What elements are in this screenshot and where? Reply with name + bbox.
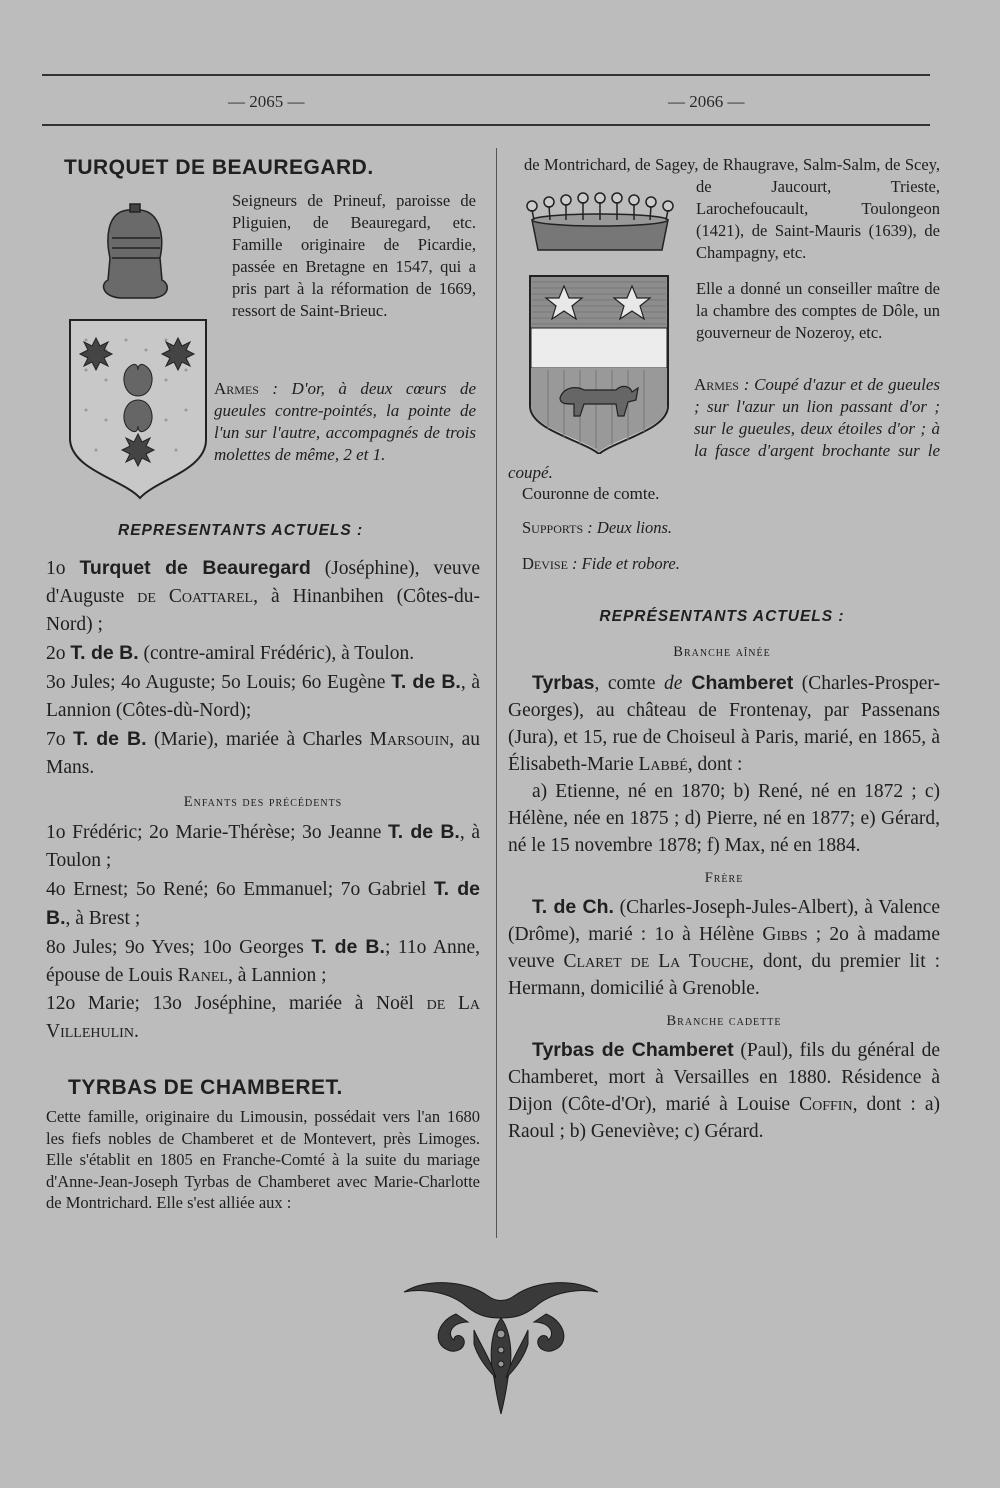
column-divider xyxy=(496,148,497,1238)
turquet-intro: Seigneurs de Prineuf, paroisse de Pliguien, de Beauregard, etc. Famille originaire de Picardie, passée en Bretagne en 1547, qui a pris part à la réformation de 1669, ressort de Saint-Brieuc. xyxy=(232,191,476,320)
branch-younger-heading: Branche cadette xyxy=(666,1013,782,1029)
branch-elder-heading: Branche aînée xyxy=(673,644,771,660)
shield-spacer xyxy=(508,374,694,444)
top-rule xyxy=(42,74,930,76)
turquet-coat-of-arms-icon xyxy=(66,200,216,500)
entry-charles-joseph: T. de Ch. (Charles-Joseph-Jules-Albert), à Valence (Drôme), marié : 1o à Hélène Gibbs ; 2o à madame veuve Claret de La Touche, dont, du premier lit : Hermann, domicilié à Grenoble. xyxy=(508,896,940,999)
entry-frederic: 2o T. de B. (contre-amiral Frédéric), à Toulon. xyxy=(46,642,415,664)
child-entry-3: 8o Jules; 9o Yves; 10o Georges T. de B.; 11o Anne, épouse de Louis Ranel, à Lannion ; xyxy=(46,936,480,986)
tyrbas-supports: Supports : Deux lions. xyxy=(522,518,673,537)
entry-jules-auguste: 3o Jules; 4o Auguste; 5o Louis; 6o Eugène T. de B., à Lannion (Côtes-dù-Nord); xyxy=(46,671,481,721)
child-entry-4: 12o Marie; 13o Joséphine, mariée à Noël de La Villehulin. xyxy=(46,993,480,1042)
entry-charles-prosper: Tyrbas, comte de Chamberet (Charles-Prosper-Georges), au château de Frontenay, par Passenans (Jura), et 15, rue de Choiseul à Paris, marié, en 1865, à Élisabeth-Marie Labbé, dont : xyxy=(508,672,940,775)
brother-heading: Frère xyxy=(704,870,744,886)
entry-josephine: 1o Turquet de Beauregard (Joséphine), veuve d'Auguste de Coattarel, à Hinanbihen (Côtes-du-Nord) ; xyxy=(46,557,481,635)
tyrbas-representatives-heading: REPRÉSENTANTS ACTUELS : xyxy=(599,608,845,625)
ornament-fleuron-icon xyxy=(396,1274,606,1424)
entry-children-list: a) Etienne, né en 1870; b) René, né en 1872 ; c) Hélène, née en 1875 ; d) Pierre, né en 1877; e) Gérard, né le 15 novembre 1878; f) Max, né en 1884. xyxy=(508,781,940,856)
turquet-arms xyxy=(214,378,476,466)
turquet-entries xyxy=(46,554,480,1046)
entry-paul: Tyrbas de Chamberet (Paul), fils du général de Chamberet, mort à Versailles en 1880. Résidence à Dijon (Côte-d'Or), marié à Louise Coffin, dont : a) Raoul ; b) Geneviève; c) Gérard. xyxy=(508,1039,941,1142)
entry-marie: 7o T. de B. (Marie), mariée à Charles Marsouin, au Mans. xyxy=(46,728,481,778)
tyrbas-arms: Armes : Coupé d'azur et de gueules ; sur l'azur un lion passant d'or ; sur le gueules, deux étoiles d'or ; à la fasce d'argent brochante sur le coupé. xyxy=(508,375,940,482)
tyrbas-intro: Cette famille, originaire du Limousin, possédait vers l'an 1680 les fiefs nobles de Chamberet et de Montevert, près Limoges. Elle s'établit en 1805 en Franche-Comté à la suite du mariage d'Anne-Jean-Joseph Tyrbas de Chamberet avec Marie-Charlotte de Montrichard. Elle s'est alliée aux : xyxy=(46,1107,480,1212)
tyrbas-entries xyxy=(508,670,940,1145)
children-heading: Enfants des précédents xyxy=(183,794,343,810)
tyrbas-crown-line: Couronne de comte. xyxy=(522,484,660,503)
child-entry-1: 1o Frédéric; 2o Marie-Thérèse; 3o Jeanne T. de B., à Toulon ; xyxy=(46,821,481,871)
header-rule xyxy=(42,124,930,126)
left-page-number: — 2065 — xyxy=(228,92,305,111)
tyrbas-offices: Elle a donné un conseiller maître de la chambre des comptes de Dôle, un gouverneur de Nozeroy, etc. xyxy=(696,279,940,342)
tyrbas-devise: Devise : Fide et robore. xyxy=(522,554,680,573)
tyrbas-alliances-text: de Montrichard, de Sagey, de Rhaugrave, Salm-Salm, de Scey, de Jaucourt, Trieste, Larochefoucault, Toulongeon (1421), de Saint-Mauris (1639), de Champagny, etc. xyxy=(524,154,940,274)
child-entry-2: 4o Ernest; 5o René; 6o Emmanuel; 7o Gabriel T. de B., à Brest ; xyxy=(46,878,480,929)
family-title-tyrbas: TYRBAS DE CHAMBERET. xyxy=(68,1076,343,1099)
right-page-number: — 2066 — xyxy=(668,92,745,111)
turquet-representatives-heading: REPRESENTANTS ACTUELS : xyxy=(118,522,364,539)
turquet-arms-text: : D'or, à deux cœurs de gueules contre-pointés, la pointe de l'un sur l'autre, accompagnés de trois molettes de même, 2 et 1. xyxy=(214,379,476,464)
family-title-turquet: TURQUET DE BEAUREGARD. xyxy=(64,156,374,179)
turquet-arms-label: Armes xyxy=(214,379,259,398)
